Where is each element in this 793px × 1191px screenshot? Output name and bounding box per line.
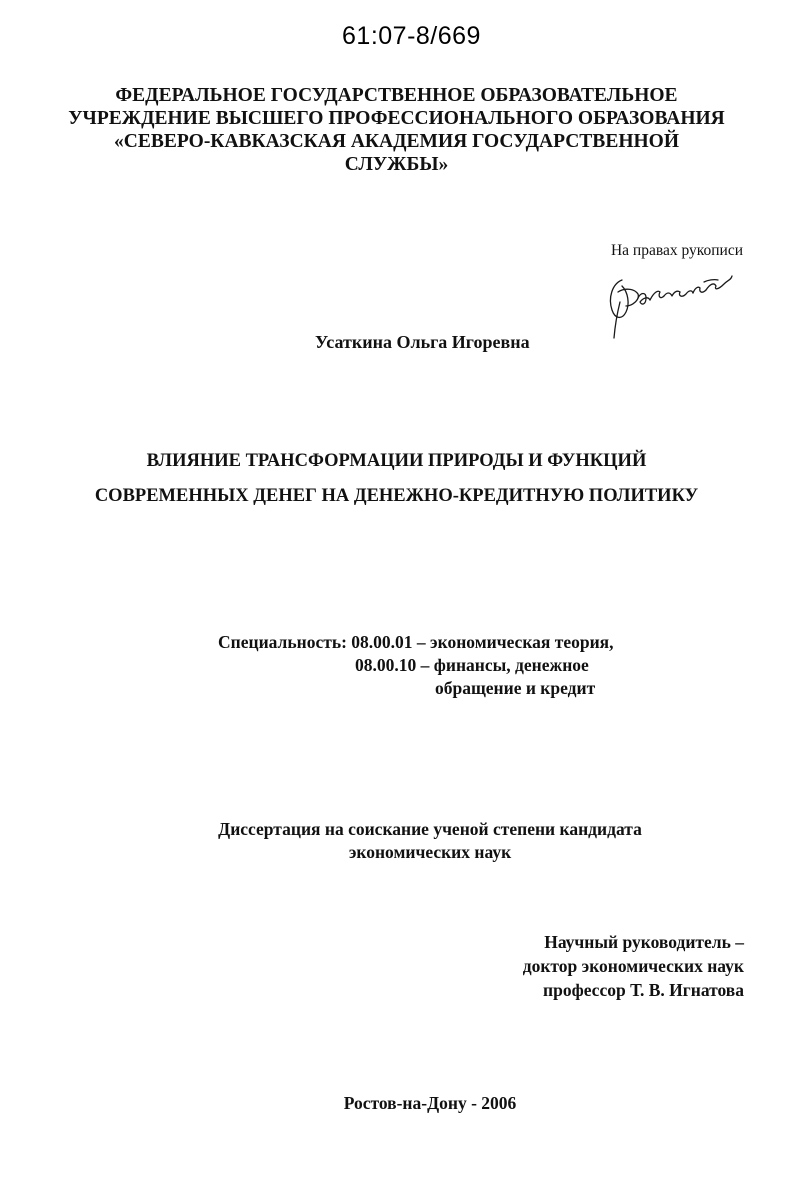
institution-line: СЛУЖБЫ» [344,154,449,175]
supervisor-block [470,930,744,1002]
specialty-line: Специальность: 08.00.01 – экономическая теория, [218,632,614,652]
institution-line: УЧРЕЖДЕНИЕ ВЫСШЕГО ПРОФЕССИОНАЛЬНОГО ОБРАЗОВАНИЯ [68,108,725,129]
specialty-block [218,631,614,700]
handwritten-signature [600,262,740,344]
institution-line: «СЕВЕРО-КАВКАЗСКАЯ АКАДЕМИЯ ГОСУДАРСТВЕННОЙ [114,131,679,152]
city-year: Ростов-на-Дону - 2006 [343,1093,517,1113]
institution-name [0,84,793,176]
archive-code [0,22,793,51]
author-name: Усаткина Ольга Игоревна [315,332,530,352]
degree-line: экономических наук [348,842,512,862]
dissertation-title [0,444,793,514]
institution-line: ФЕДЕРАЛЬНОЕ ГОСУДАРСТВЕННОЕ ОБРАЗОВАТЕЛЬНОЕ [115,85,678,106]
specialty-line: 08.00.10 – финансы, денежное [355,655,589,675]
supervisor-line: профессор Т. В. Игнатова [543,980,744,1000]
degree-line: Диссертация на соискание ученой степени кандидата [218,819,642,839]
title-line: СОВРЕМЕННЫХ ДЕНЕГ НА ДЕНЕЖНО-КРЕДИТНУЮ ПОЛИТИКУ [94,486,699,506]
supervisor-line: Научный руководитель – [544,932,744,952]
archive-code-text: 61:07-8/669 [342,22,481,50]
title-line: ВЛИЯНИЕ ТРАНСФОРМАЦИИ ПРИРОДЫ И ФУНКЦИЙ [146,451,647,471]
degree-statement [0,818,793,864]
manuscript-note: На правах рукописи [610,242,743,259]
supervisor-line: доктор экономических наук [522,956,744,976]
specialty-line: обращение и кредит [435,678,596,698]
